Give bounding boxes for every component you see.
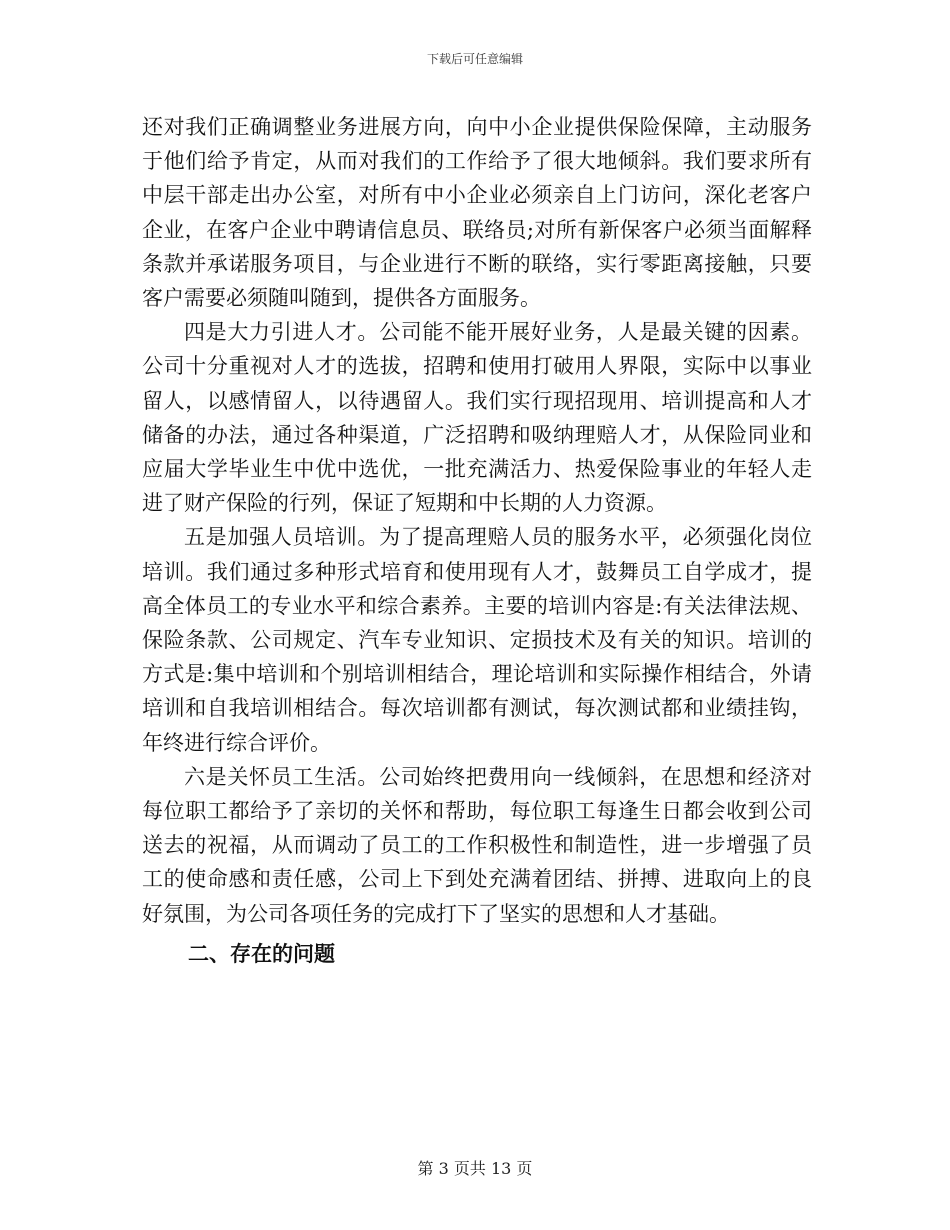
paragraph-employee-care: 六是关怀员工生活。公司始终把费用向一线倾斜，在思想和经济对每位职工都给予了亲切的关怀和帮助，每位职工每逢生日都会收到公司送去的祝福，从而调动了员工的工作积极性和制造性，进一步增强了员工的使命感和责任感，公司上下到处充满着团结、拼搏、进取向上的良好氛围，为公司各项任务的完成打下了坚实的思想和人才基础。	[142, 764, 812, 926]
document-body	[142, 110, 812, 971]
paragraph-staff-training: 五是加强人员培训。为了提高理赔人员的服务水平，必须强化岗位培训。我们通过多种形式培育和使用现有人才，鼓舞员工自学成才，提高全体员工的专业水平和综合素养。主要的培训内容是:有关法律法规、保险条款、公司规定、汽车专业知识、定损技术及有关的知识。培训的方式是:集中培训和个别培训相结合，理论培训和实际操作相结合，外请培训和自我培训相结合。每次培训都有测试，每次测试都和业绩挂钩，年终进行综合评价。	[142, 525, 812, 755]
section-heading: 二、存在的问题	[188, 941, 335, 966]
paragraph-talent-recruitment: 四是大力引进人才。公司能不能开展好业务，人是最关键的因素。公司十分重视对人才的选拔，招聘和使用打破用人界限，实际中以事业留人，以感情留人，以待遇留人。我们实行现招现用、培训提高和人才储备的办法，通过各种渠道，广泛招聘和吸纳理赔人才，从保险同业和应届大学毕业生中优中选优，一批充满活力、热爱保险事业的年轻人走进了财产保险的行列，保证了短期和中长期的人力资源。	[142, 320, 812, 516]
paragraph-continuation: 还对我们正确调整业务进展方向，向中小企业提供保险保障，主动服务于他们给予肯定，从而对我们的工作给予了很大地倾斜。我们要求所有中层干部走出办公室，对所有中小企业必须亲自上门访问，深化老客户企业，在客户企业中聘请信息员、联络员;对所有新保客户必须当面解释条款并承诺服务项目，与企业进行不断的联络，实行零距离接触，只要客户需要必须随叫随到，提供各方面服务。	[142, 115, 812, 311]
page-header: 下载后可任意编辑	[426, 52, 523, 66]
page-footer: 第 3 页共 13 页	[417, 1159, 533, 1178]
